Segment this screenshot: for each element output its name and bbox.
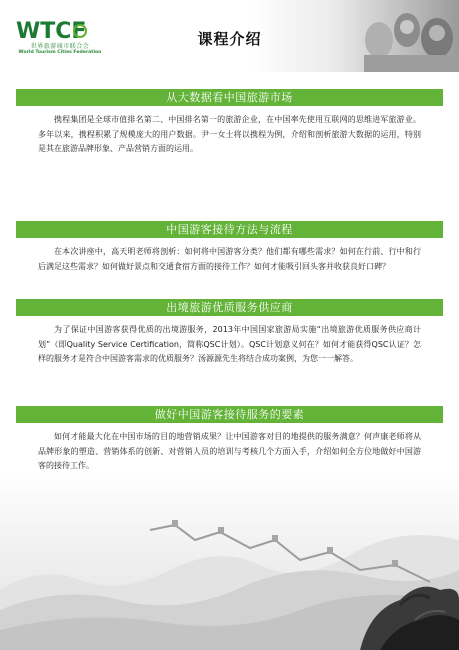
logo-english-text: World Tourism Cities Federation (18, 50, 102, 55)
section-qsc-supplier (16, 299, 443, 367)
section-big-data (16, 89, 443, 157)
page-header (0, 0, 459, 72)
great-wall-ink-painting-icon (0, 470, 459, 650)
section-body: 如何才能最大化在中国市场的目的地营销成果？让中国游客对目的地提供的服务满意？何声康老师将从品牌形象的塑造、营销体系的创新、对营销人员的培训与考核几个方面入手，介绍如何全方位地做好中国游客的接待工作。 (38, 432, 421, 470)
section-body: 携程集团是全球市值排名第二、中国排名第一的旅游企业，在中国率先使用互联网的思维进军旅游业。多年以来，携程积累了规模庞大的用户数据。尹一女士将以携程为例，介绍和剖析旅游大数据的运用，特别是其在旅游品牌形象、产品营销方面的运用。 (38, 115, 421, 153)
section-heading: 做好中国游客接待服务的要素 (16, 406, 443, 423)
section-body: 在本次讲座中，高天明老师将剖析：如何将中国游客分类？他们都有哪些需求？如何在行前、行中和行后满足这些需求？如何做好景点和交通食宿方面的接待工作？如何才能吸引回头客并收获良好口碑？ (38, 247, 421, 271)
page-title: 课程介绍 (197, 30, 262, 48)
section-body: 为了保证中国游客获得优质的出境游服务，2013年中国国家旅游局实施“出境旅游优质服务供应商计划”（即Quality Service Certification，简称QSC计划）。QSC计划意义何在？如何才能获得QSC认证？怎样的服务才是符合中国游客需求的优质服务？汤源源先生将结合成功案例，为您一一解答。 (38, 325, 421, 363)
section-reception-process (16, 221, 443, 274)
logo-chinese-text: 世界旅游城市联合会 (30, 43, 90, 50)
section-heading: 出境旅游优质服务供应商 (16, 299, 443, 316)
section-service-elements (16, 406, 443, 474)
section-heading: 从大数据看中国旅游市场 (16, 89, 443, 106)
svg-text:WTCF: WTCF (16, 19, 87, 42)
section-heading: 中国游客接待方法与流程 (16, 221, 443, 238)
